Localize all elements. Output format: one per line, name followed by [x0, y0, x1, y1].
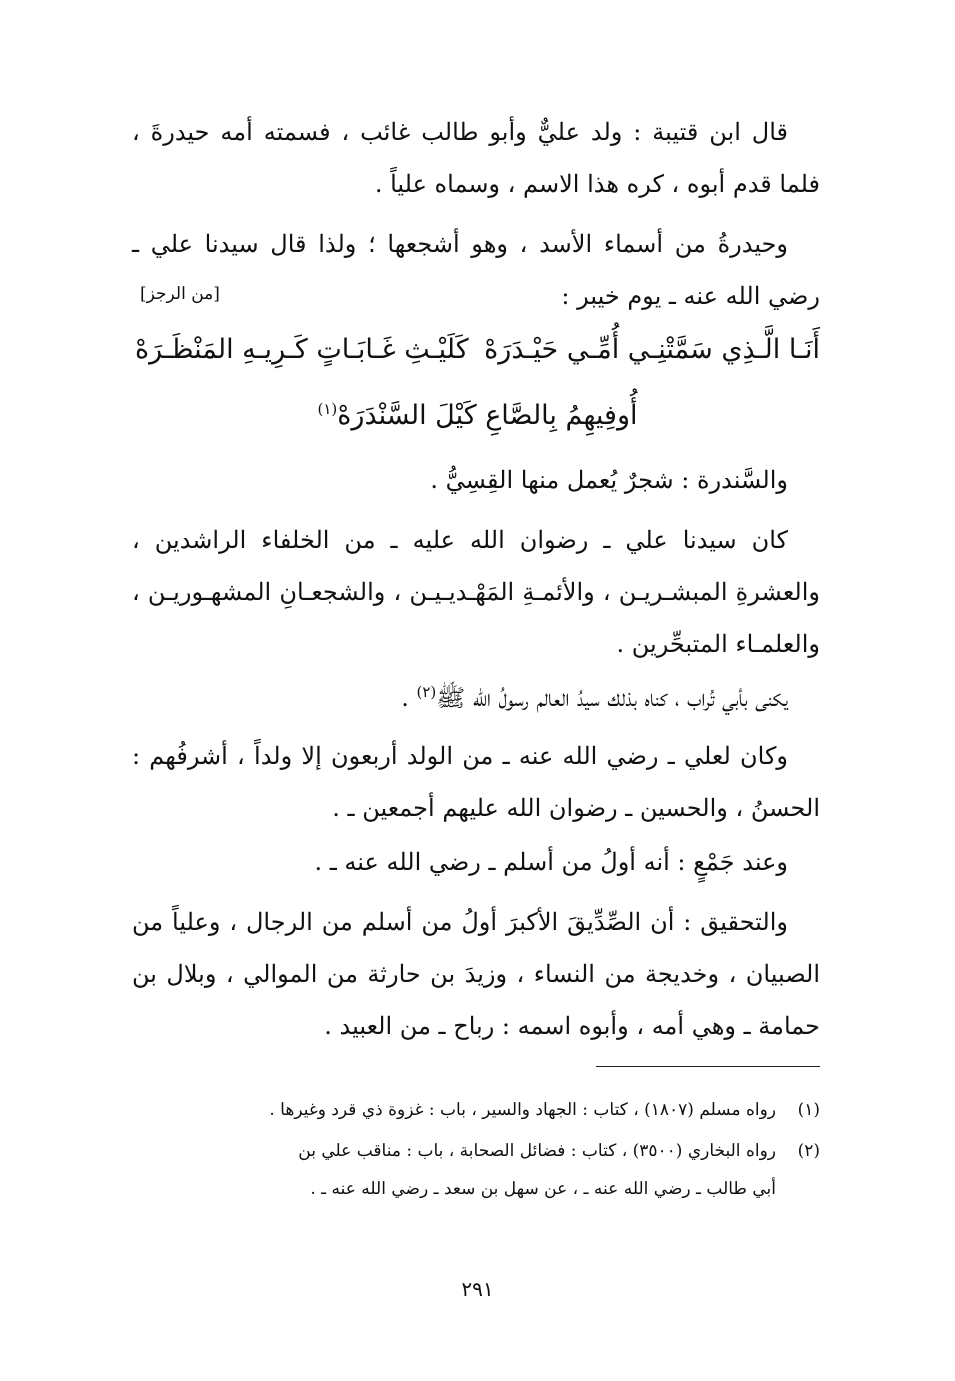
verse-hemistich-right: أَنَـا الَّـذِي سَمَّتْنِـي أُمِّـي حَيْـدَرَهْ — [484, 334, 820, 365]
paragraph-ibn-qutayba: قال ابن قتيبة : ولد عليٌّ وأبو طالب غائب ، فسمته أمه حيدرةَ ، فلما قدم أبوه ، كره هذا الاسم ، وسماه علياً . — [132, 118, 820, 198]
footnote-ref-2[interactable]: (٢) — [416, 683, 437, 701]
paragraph-kunya-end: . — [401, 684, 417, 712]
paragraph-kunya-text: يكنى بأبي تُراب ، كناه بذلك سيدُ العالم رسولُ الله ﷺ — [436, 684, 788, 712]
footnote-separator — [596, 1066, 820, 1067]
footnote-1-number: (١) — [797, 1100, 820, 1120]
page-number: ٢٩١ — [461, 1277, 494, 1301]
footnote-2-number: (٢) — [797, 1141, 820, 1161]
paragraph-sandara: والسَّندرة : شجرٌ يُعمل منها القِسِيُّ . — [430, 466, 788, 494]
paragraph-first-muslim: وعند جَمْعٍ : أنه أولُ من أسلم ـ رضي الله عنه ـ . — [314, 848, 788, 876]
paragraph-kunya — [132, 672, 820, 724]
footnote-1 — [132, 1092, 820, 1128]
paragraph-children: وكان لعلي ـ رضي الله عنه ـ من الولد أربعون إلا ولداً ، أشرفُهم : الحسنُ ، والحسين ـ رضوان الله عليهم أجمعين ـ . — [132, 742, 820, 822]
paragraph-haydara: وحيدرةُ من أسماء الأسد ، وهو أشجعها ؛ ولذا قال سيدنا علي ـ رضي الله عنه ـ يوم خيبر : — [132, 230, 820, 310]
poetic-meter-label: [من الرجز] — [140, 284, 220, 304]
footnote-2-continuation: أبي طالب ـ رضي الله عنه ـ ، عن سهل بن سعد ـ رضي الله عنه ـ . — [310, 1179, 776, 1199]
footnote-ref-1[interactable]: (١) — [317, 400, 338, 418]
footnote-2 — [132, 1133, 820, 1169]
paragraph-tahqiq: والتحقيق : أن الصِّدِّيقَ الأكبرَ أولُ من أسلم من الرجال ، وعلياً من الصبيان ، وخديجة من النساء ، وزيدَ بن حارثة من الموالي ، وبلال بن حمامة ـ وهي أمه ، وأبوه اسمه : رباح ـ من العبيد . — [132, 908, 821, 1040]
verse-second-line-text: أُوفِيهِمُ بِالصَّاعِ كَيْلَ السَّنْدَرَهْ — [337, 400, 638, 431]
paragraph-caliph: كان سيدنا علي ـ رضوان الله عليه ـ من الخلفاء الراشدين ، والعشرةِ المبشـريـن ، والأئمـةِ المَهْـديـيـن ، والشجعـانِ المشهـوريـن ، والعلمـاء المتبحِّرين . — [132, 526, 820, 658]
footnote-1-text: رواه مسلم (١٨٠٧) ، كتاب : الجهاد والسير ، باب : غزوة ذي قرد وغيرها . — [269, 1100, 776, 1120]
footnote-2-text: رواه البخاري (٣٥٠٠) ، كتاب : فضائل الصحابة ، باب : مناقب علي بن — [298, 1141, 776, 1161]
verse-hemistich-left: كَلَيْـثِ غَـابَـاتٍ كَـرِيـهِ المَنْظَـرَهْ — [135, 334, 469, 365]
verse-second-line — [0, 396, 955, 436]
